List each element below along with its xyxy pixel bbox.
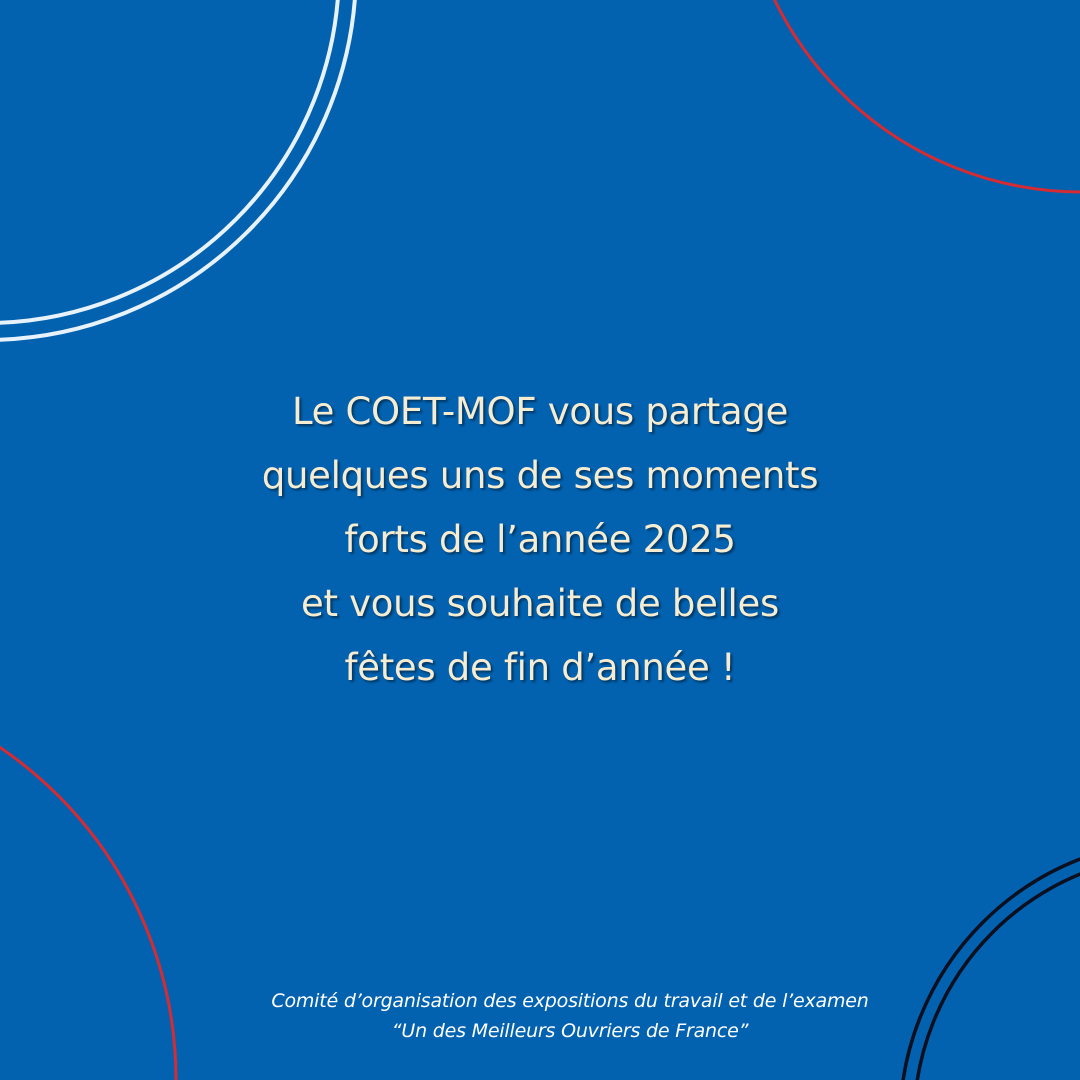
- message-line: et vous souhaite de belles: [301, 582, 779, 625]
- message-line: forts de l’année 2025: [344, 518, 736, 561]
- message-line: fêtes de fin d’année !: [344, 646, 736, 689]
- greeting-message: [140, 380, 940, 700]
- organization-name: Comité d’organisation des expositions du travail et de l’examen: [271, 990, 869, 1012]
- organization-subtitle: “Un des Meilleurs Ouvriers de France”: [391, 1020, 749, 1042]
- organization-footer: [170, 986, 970, 1046]
- message-line: Le COET-MOF vous partage: [291, 390, 789, 433]
- message-line: quelques uns de ses moments: [261, 454, 819, 497]
